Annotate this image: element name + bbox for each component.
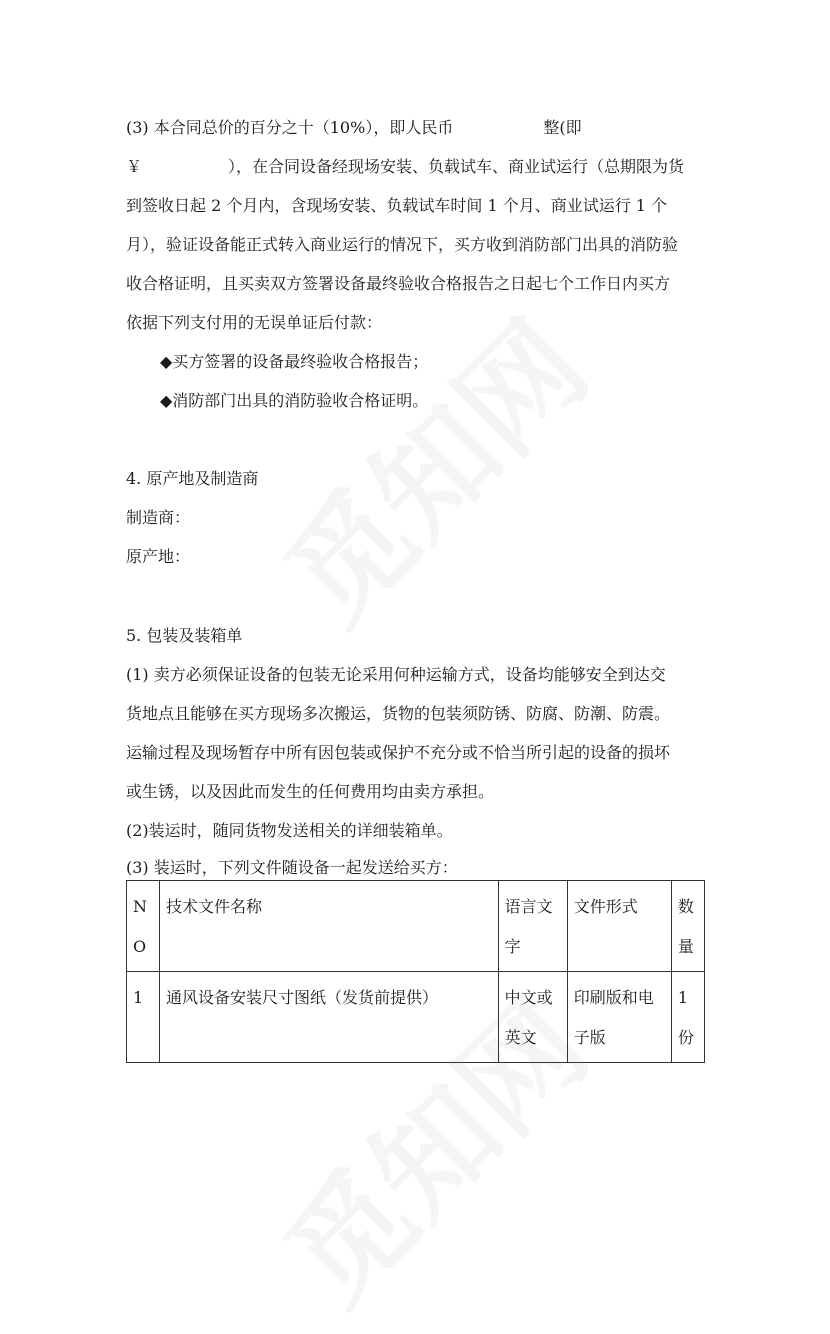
- watermark: [242, 278, 618, 654]
- table-row: [127, 972, 705, 1063]
- cell-no: 1: [127, 972, 160, 1063]
- paragraph-line: 依据下列支付用的无误单证后付款：: [126, 313, 383, 332]
- origin-label: 原产地：: [126, 547, 191, 566]
- section-heading: 4. 原产地及制造商: [126, 469, 259, 488]
- header-language: 语言文字: [498, 881, 567, 972]
- paragraph-line: 或生锈，以及因此而发生的任何费用均由卖方承担。: [126, 782, 495, 801]
- bullet-item: ◆消防部门出具的消防验收合格证明。: [160, 391, 429, 410]
- paragraph-line: 货地点且能够在买方现场多次搬运，货物的包装须防锈、防腐、防潮、防震。: [126, 704, 671, 723]
- section-heading: 5. 包装及装箱单: [126, 626, 243, 645]
- bullet-item: ◆买方签署的设备最终验收合格报告；: [160, 352, 429, 371]
- manufacturer-label: 制造商：: [126, 508, 191, 527]
- paragraph-line: [126, 157, 684, 177]
- text-span: (3) 本合同总价的百分之十（10%），即人民币: [126, 118, 454, 137]
- header-format: 文件形式: [567, 881, 671, 972]
- paragraph-line: (3) 装运时，下列文件随设备一起发送给买方：: [126, 858, 458, 877]
- paragraph-line: 到签收日起 2 个月内，含现场安装、负载试车时间 1 个月、商业试运行 1 个: [126, 196, 668, 215]
- paragraph-line: 收合格证明，且买卖双方签署设备最终验收合格报告之日起七个工作日内买方: [126, 274, 671, 293]
- header-doc-name: 技术文件名称: [160, 881, 499, 972]
- cell-format: 印刷版和电子版: [567, 972, 671, 1063]
- paragraph-line: (1) 卖方必须保证设备的包装无论采用何种运输方式，设备均能够安全到达交: [126, 665, 666, 684]
- table-header-row: [127, 881, 705, 972]
- header-no: NO: [127, 881, 160, 972]
- paragraph-line: 运输过程及现场暂存中所有因包装或保护不充分或不恰当所引起的设备的损坏: [126, 743, 671, 762]
- text-span: ￥: [126, 157, 143, 176]
- text-span: ），在合同设备经现场安装、负载试车、商业试运行（总期限为货: [228, 157, 685, 176]
- cell-doc-name: 通风设备安装尺寸图纸（发货前提供）: [160, 972, 499, 1063]
- paragraph-line: [126, 118, 582, 138]
- paragraph-line: (2)装运时，随同货物发送相关的详细装箱单。: [126, 821, 453, 840]
- header-quantity: 数量: [671, 881, 704, 972]
- text-span: 整(即: [543, 118, 582, 137]
- documents-table: [126, 880, 705, 1063]
- cell-quantity: 1份: [671, 972, 704, 1063]
- paragraph-line: 月），验证设备能正式转入商业运行的情况下，买方收到消防部门出具的消防验: [126, 235, 679, 254]
- cell-language: 中文或英文: [498, 972, 567, 1063]
